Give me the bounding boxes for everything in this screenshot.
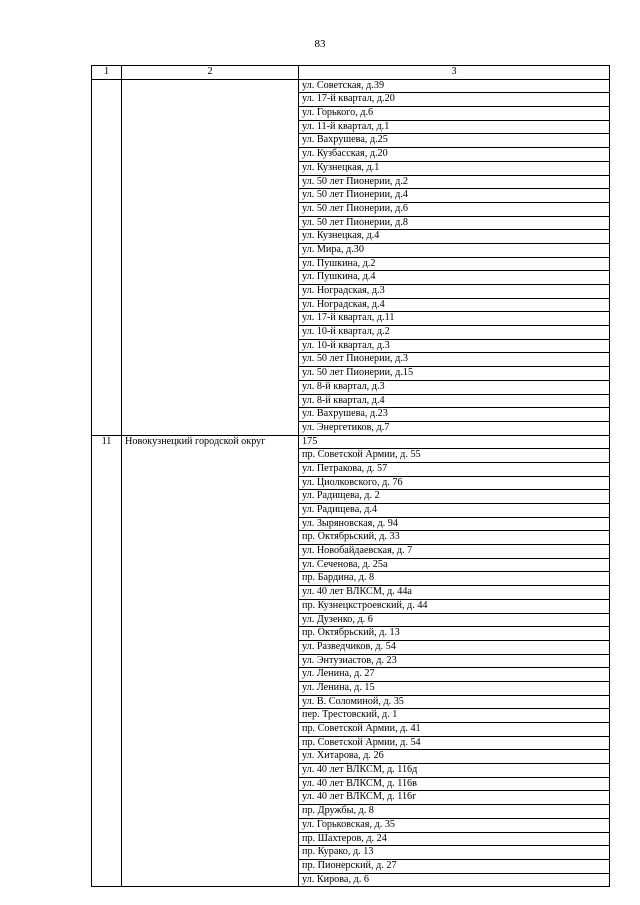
address-cell: пр. Советской Армии, д. 54 (299, 736, 610, 750)
municipality-cell (122, 832, 299, 846)
table-row (92, 380, 610, 394)
table-row (92, 298, 610, 312)
municipality-cell (122, 79, 299, 93)
row-number-cell (92, 134, 122, 148)
row-number-cell (92, 380, 122, 394)
row-number-cell (92, 120, 122, 134)
row-number-cell (92, 257, 122, 271)
table-row (92, 216, 610, 230)
row-number-cell (92, 353, 122, 367)
row-number-cell (92, 462, 122, 476)
address-cell: пр. Пионерский, д. 27 (299, 859, 610, 873)
table-row (92, 271, 610, 285)
municipality-cell (122, 312, 299, 326)
table-row (92, 873, 610, 887)
municipality-cell (122, 148, 299, 162)
table-row (92, 586, 610, 600)
municipality-cell (122, 462, 299, 476)
table-row (92, 161, 610, 175)
municipality-cell (122, 805, 299, 819)
address-cell: пр. Октябрьский, д. 13 (299, 627, 610, 641)
row-number-cell (92, 846, 122, 860)
municipality-cell (122, 134, 299, 148)
table-row (92, 750, 610, 764)
table-row (92, 723, 610, 737)
municipality-cell (122, 668, 299, 682)
municipality-cell (122, 189, 299, 203)
table-row (92, 846, 610, 860)
row-number-cell (92, 490, 122, 504)
address-cell: ул. Ленина, д. 15 (299, 681, 610, 695)
table-row (92, 545, 610, 559)
address-cell: ул. Новобайдаевская, д. 7 (299, 545, 610, 559)
municipality-cell (122, 736, 299, 750)
row-number-cell (92, 668, 122, 682)
table-row (92, 189, 610, 203)
table-row (92, 462, 610, 476)
table-row (92, 367, 610, 381)
row-number-cell (92, 476, 122, 490)
municipality-cell (122, 695, 299, 709)
address-cell: ул. 17-й квартал, д.11 (299, 312, 610, 326)
municipality-cell (122, 613, 299, 627)
address-cell: пр. Бардина, д. 8 (299, 572, 610, 586)
table-row (92, 243, 610, 257)
address-cell: ул. Циолковского, д. 76 (299, 476, 610, 490)
table-row (92, 79, 610, 93)
municipality-cell (122, 380, 299, 394)
municipality-cell (122, 107, 299, 121)
municipality-cell (122, 298, 299, 312)
municipality-cell (122, 859, 299, 873)
address-cell: ул. Ноградская, д.4 (299, 298, 610, 312)
address-cell: ул. 50 лет Пионерии, д.4 (299, 189, 610, 203)
address-cell: ул. Энтузиастов, д. 23 (299, 654, 610, 668)
column-header-1: 1 (92, 66, 122, 80)
row-number-cell (92, 558, 122, 572)
address-table (91, 65, 610, 887)
row-number-cell (92, 326, 122, 340)
column-header-3: 3 (299, 66, 610, 80)
row-number-cell (92, 873, 122, 887)
table-row (92, 134, 610, 148)
municipality-cell (122, 216, 299, 230)
row-number-cell (92, 421, 122, 435)
municipality-cell (122, 777, 299, 791)
row-number-cell (92, 312, 122, 326)
address-cell: ул. 50 лет Пионерии, д.15 (299, 367, 610, 381)
row-number-cell (92, 79, 122, 93)
row-number-cell (92, 586, 122, 600)
row-number-cell (92, 681, 122, 695)
row-number-cell (92, 736, 122, 750)
address-cell: ул. 50 лет Пионерии, д.6 (299, 202, 610, 216)
municipality-cell (122, 449, 299, 463)
row-number-cell (92, 613, 122, 627)
table-row (92, 736, 610, 750)
address-cell: ул. Вахрушева, д.25 (299, 134, 610, 148)
municipality-cell (122, 367, 299, 381)
address-cell: ул. Разведчиков, д. 54 (299, 640, 610, 654)
address-cell: пр. Советской Армии, д. 41 (299, 723, 610, 737)
municipality-cell (122, 764, 299, 778)
row-number-cell (92, 339, 122, 353)
row-number-cell (92, 230, 122, 244)
municipality-cell (122, 846, 299, 860)
address-cell: ул. 50 лет Пионерии, д.8 (299, 216, 610, 230)
address-cell: ул. 10-й квартал, д.3 (299, 339, 610, 353)
row-number-cell (92, 531, 122, 545)
address-cell: ул. Мира, д.30 (299, 243, 610, 257)
table-row (92, 490, 610, 504)
row-number-cell (92, 764, 122, 778)
address-cell: ул. Ноградская, д.3 (299, 285, 610, 299)
address-cell: ул. Петракова, д. 57 (299, 462, 610, 476)
table-row (92, 504, 610, 518)
row-number-cell (92, 298, 122, 312)
row-number-cell (92, 572, 122, 586)
address-cell: ул. Горького, д.6 (299, 107, 610, 121)
table-row (92, 230, 610, 244)
municipality-cell (122, 750, 299, 764)
table-row (92, 627, 610, 641)
address-cell: ул. Дузенко, д. 6 (299, 613, 610, 627)
municipality-cell (122, 586, 299, 600)
table-row (92, 572, 610, 586)
municipality-cell: Новокузнецкий городской округ (122, 435, 299, 449)
row-number-cell (92, 777, 122, 791)
address-cell: ул. 40 лет ВЛКСМ, д. 116д (299, 764, 610, 778)
address-cell: ул. 8-й квартал, д.3 (299, 380, 610, 394)
table-row (92, 558, 610, 572)
table-row (92, 339, 610, 353)
row-number-cell (92, 175, 122, 189)
address-cell: пер. Трестовский, д. 1 (299, 709, 610, 723)
address-cell: ул. Горьковская, д. 35 (299, 818, 610, 832)
row-number-cell (92, 859, 122, 873)
page-number: 83 (314, 38, 326, 50)
address-cell: ул. Кузнецкая, д.4 (299, 230, 610, 244)
address-cell: пр. Кузнецкстроевский, д. 44 (299, 599, 610, 613)
municipality-cell (122, 230, 299, 244)
address-cell: ул. Кузбасская, д.20 (299, 148, 610, 162)
row-number-cell (92, 640, 122, 654)
municipality-cell (122, 120, 299, 134)
row-number-cell (92, 449, 122, 463)
municipality-cell (122, 202, 299, 216)
table-header-row (92, 66, 610, 80)
address-cell: ул. Кузнецкая, д.1 (299, 161, 610, 175)
table-row (92, 818, 610, 832)
row-number-cell (92, 805, 122, 819)
address-cell: пр. Шахтеров, д. 24 (299, 832, 610, 846)
table-body (92, 66, 610, 887)
table-row (92, 640, 610, 654)
table-row (92, 326, 610, 340)
municipality-cell (122, 93, 299, 107)
municipality-cell (122, 394, 299, 408)
municipality-cell (122, 517, 299, 531)
municipality-cell (122, 490, 299, 504)
municipality-cell (122, 257, 299, 271)
row-number-cell (92, 285, 122, 299)
address-cell: ул. Радищева, д. 2 (299, 490, 610, 504)
table-row (92, 791, 610, 805)
table-row (92, 613, 610, 627)
table-row (92, 435, 610, 449)
row-number-cell (92, 107, 122, 121)
address-cell: ул. Ленина, д. 27 (299, 668, 610, 682)
table-row (92, 353, 610, 367)
address-cell: ул. 40 лет ВЛКСМ, д. 44а (299, 586, 610, 600)
municipality-cell (122, 791, 299, 805)
table-row (92, 859, 610, 873)
table-row (92, 764, 610, 778)
municipality-cell (122, 504, 299, 518)
municipality-cell (122, 243, 299, 257)
address-cell: ул. Вахрушева, д.23 (299, 408, 610, 422)
municipality-cell (122, 558, 299, 572)
row-number-cell (92, 189, 122, 203)
municipality-cell (122, 339, 299, 353)
row-number-cell (92, 161, 122, 175)
municipality-cell (122, 640, 299, 654)
table-row (92, 832, 610, 846)
address-cell: ул. Кирова, д. 6 (299, 873, 610, 887)
row-number-cell (92, 654, 122, 668)
row-number-cell (92, 367, 122, 381)
address-cell: пр. Советской Армии, д. 55 (299, 449, 610, 463)
row-number-cell (92, 408, 122, 422)
address-cell: пр. Курако, д. 13 (299, 846, 610, 860)
address-cell: ул. Зыряновская, д. 94 (299, 517, 610, 531)
municipality-cell (122, 175, 299, 189)
municipality-cell (122, 681, 299, 695)
municipality-cell (122, 572, 299, 586)
table-row (92, 421, 610, 435)
table-row (92, 202, 610, 216)
municipality-cell (122, 873, 299, 887)
table-row (92, 777, 610, 791)
address-cell: ул. 11-й квартал, д.1 (299, 120, 610, 134)
table-row (92, 285, 610, 299)
address-cell: ул. Сеченова, д. 25а (299, 558, 610, 572)
address-cell: 175 (299, 435, 610, 449)
table-row (92, 148, 610, 162)
row-number-cell (92, 93, 122, 107)
row-number-cell (92, 243, 122, 257)
row-number-cell (92, 148, 122, 162)
address-cell: ул. 40 лет ВЛКСМ, д. 116в (299, 777, 610, 791)
row-number-cell (92, 271, 122, 285)
table-row (92, 257, 610, 271)
row-number-cell (92, 818, 122, 832)
address-cell: ул. Хитарова, д. 26 (299, 750, 610, 764)
municipality-cell (122, 271, 299, 285)
table-row (92, 120, 610, 134)
municipality-cell (122, 654, 299, 668)
table-row (92, 681, 610, 695)
table-row (92, 654, 610, 668)
address-cell: ул. Пушкина, д.2 (299, 257, 610, 271)
row-number-cell (92, 709, 122, 723)
table-row (92, 449, 610, 463)
table-row (92, 709, 610, 723)
table-row (92, 805, 610, 819)
municipality-cell (122, 599, 299, 613)
address-cell: ул. В. Соломиной, д. 35 (299, 695, 610, 709)
table-row (92, 408, 610, 422)
table-row (92, 175, 610, 189)
municipality-cell (122, 326, 299, 340)
table-row (92, 476, 610, 490)
table-row (92, 517, 610, 531)
municipality-cell (122, 531, 299, 545)
row-number-cell (92, 723, 122, 737)
address-cell: пр. Дружбы, д. 8 (299, 805, 610, 819)
municipality-cell (122, 285, 299, 299)
municipality-cell (122, 421, 299, 435)
row-number-cell (92, 750, 122, 764)
row-number-cell (92, 627, 122, 641)
row-number-cell (92, 695, 122, 709)
row-number-cell (92, 791, 122, 805)
address-cell: ул. 40 лет ВЛКСМ, д. 116г (299, 791, 610, 805)
table-row (92, 93, 610, 107)
address-cell: ул. Пушкина, д.4 (299, 271, 610, 285)
address-cell: ул. Советская, д.39 (299, 79, 610, 93)
address-cell: ул. 10-й квартал, д.2 (299, 326, 610, 340)
table-row (92, 531, 610, 545)
municipality-cell (122, 408, 299, 422)
table-row (92, 394, 610, 408)
address-cell: ул. Радищева, д.4 (299, 504, 610, 518)
municipality-cell (122, 627, 299, 641)
municipality-cell (122, 545, 299, 559)
row-number-cell (92, 599, 122, 613)
municipality-cell (122, 353, 299, 367)
row-number-cell (92, 504, 122, 518)
row-number-cell (92, 202, 122, 216)
row-number-cell (92, 216, 122, 230)
table-row (92, 695, 610, 709)
row-number-cell (92, 832, 122, 846)
address-cell: пр. Октябрьский, д. 33 (299, 531, 610, 545)
row-number-cell (92, 394, 122, 408)
municipality-cell (122, 818, 299, 832)
address-cell: ул. 8-й квартал, д.4 (299, 394, 610, 408)
address-cell: ул. 17-й квартал, д.20 (299, 93, 610, 107)
table-row (92, 312, 610, 326)
municipality-cell (122, 476, 299, 490)
column-header-2: 2 (122, 66, 299, 80)
table-row (92, 668, 610, 682)
address-cell: ул. Энергетиков, д.7 (299, 421, 610, 435)
address-cell: ул. 50 лет Пионерии, д.3 (299, 353, 610, 367)
row-number-cell (92, 517, 122, 531)
address-cell: ул. 50 лет Пионерии, д.2 (299, 175, 610, 189)
row-number-cell: 11 (92, 435, 122, 449)
municipality-cell (122, 709, 299, 723)
table-row (92, 107, 610, 121)
row-number-cell (92, 545, 122, 559)
table-row (92, 599, 610, 613)
municipality-cell (122, 161, 299, 175)
municipality-cell (122, 723, 299, 737)
